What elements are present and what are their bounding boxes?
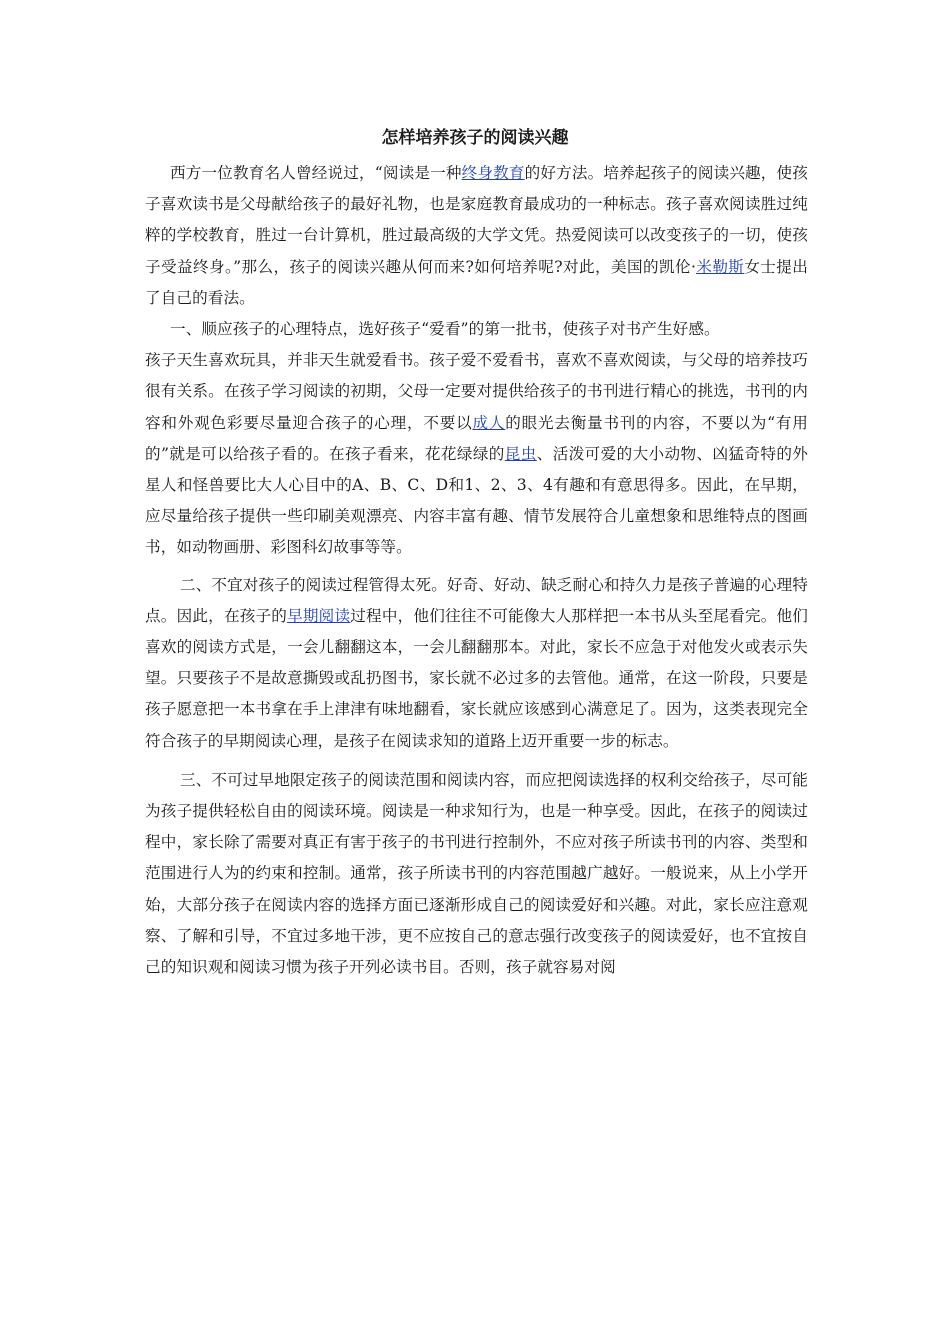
intro-text-3: 女士提出了自己的看法。 [145, 257, 808, 307]
link-early-reading[interactable]: 早期阅读 [287, 606, 351, 625]
section2-paragraph [145, 570, 808, 757]
section1-text-3: 、活泼可爱的大小动物、凶猛奇特的外星人和怪兽要比大人心目中的A、B、C、D和1、2、3、4有趣和有意思得多。因此，在早期，应尽量给孩子提供一些印刷美观漂亮、内容丰富有趣、情节发展符合儿童想象和思维特点的图画书，如动物画册、彩图科幻故事等等。 [145, 444, 809, 557]
link-adult[interactable]: 成人 [472, 413, 506, 432]
section3-text-1: 三、不可过早地限定孩子的阅读范围和阅读内容，而应把阅读选择的权利交给孩子，尽可能为孩子提供轻松自由的阅读环境。阅读是一种求知行为，也是一种享受。因此，在孩子的阅读过程中，家长除了需要对真正有害于孩子的书刊进行控制外，不应对孩子所读书刊的内容、类型和范围进行人为的约束和控制。通常，孩子所读书刊的内容范围越广越好。一般说来，从上小学开始，大部分孩子在阅读内容的选择方面已逐渐形成自己的阅读爱好和兴趣。对此，家长应注意观察、了解和引导，不宜过多地干涉，更不应按自己的意志强行改变孩子的阅读爱好，也不宜按自己的知识观和阅读习惯为孩子开列必读书目。否则，孩子就容易对阅 [145, 770, 808, 977]
section2-text-1: 二、不宜对孩子的阅读过程管得太死。好奇、好动、缺乏耐心和持久力是孩子普遍的心理特点。因此，在孩子的 [145, 575, 808, 625]
intro-paragraph [145, 158, 808, 314]
section3-paragraph [145, 765, 808, 983]
intro-text-1: 西方一位教育名人曾经说过，“阅读是一种 [170, 164, 462, 182]
section1-text-2: 的眼光去衡量书刊的内容，不要以为“有用的”就是可以给孩子看的。在孩子看来，花花绿绿的 [145, 413, 808, 463]
link-millers[interactable]: 米勒斯 [696, 257, 745, 276]
link-lifelong-education[interactable]: 终身教育 [461, 164, 525, 182]
intro-text-2: 的好方法。培养起孩子的阅读兴趣，使孩子喜欢读书是父母献给孩子的最好礼物，也是家庭教育最成功的一种标志。孩子喜欢阅读胜过纯粹的学校教育，胜过一台计算机，胜过最高级的大学文凭。热爱阅读可以改变孩子的一切，使孩子受益终身。”那么，孩子的阅读兴趣从何而来?如何培养呢?对此，美国的凯伦· [145, 164, 808, 276]
document-title: 怎样培养孩子的阅读兴趣 [381, 128, 569, 148]
document-body [145, 158, 808, 983]
link-insects[interactable]: 昆虫 [504, 444, 537, 463]
section1-paragraph [145, 345, 808, 563]
section1-heading: 一、顺应孩子的心理特点，选好孩子“爱看”的第一批书，使孩子对书产生好感。 [170, 320, 720, 339]
section2-text-2: 过程中，他们往往不可能像大人那样把一本书从头至尾看完。他们喜欢的阅读方式是，一会儿翻翻这本，一会儿翻翻那本。对此，家长不应急于对他发火或表示失望。只要孩子不是故意撕毁或乱扔图书，家长就不必过多的去管他。通常，在这一阶段，只要是孩子愿意把一本书拿在手上津津有味地翻看，家长就应该感到心满意足了。因为，这类表现完全符合孩子的早期阅读心理，是孩子在阅读求知的道路上迈开重要一步的标志。 [145, 606, 808, 750]
section1-text-1: 孩子天生喜欢玩具，并非天生就爱看书。孩子爱不爱看书，喜欢不喜欢阅读，与父母的培养技巧很有关系。在孩子学习阅读的初期，父母一定要对提供给孩子的书刊进行精心的挑选，书刊的内容和外观色彩要尽量迎合孩子的心理，不要以 [145, 351, 808, 432]
